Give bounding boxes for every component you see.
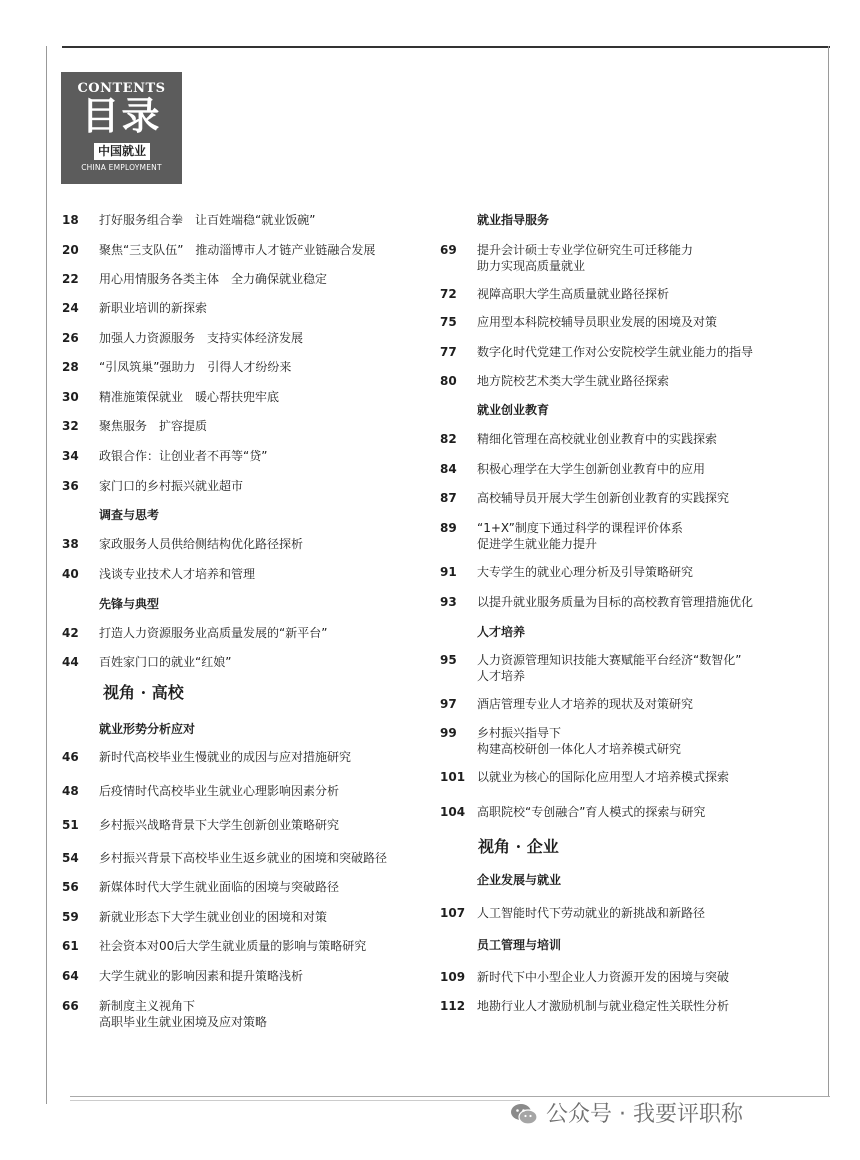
page-number: 61	[62, 939, 79, 953]
logo-badge: 中国就业	[94, 143, 150, 160]
entry-title: “1+X”制度下通过科学的课程评价体系	[477, 521, 683, 535]
page-number: 44	[62, 655, 79, 669]
bottom-rule-secondary	[70, 1100, 520, 1101]
page-number: 107	[440, 906, 466, 920]
page-number: 24	[62, 301, 79, 315]
subsection-heading: 先锋与典型	[99, 597, 160, 611]
page-number: 38	[62, 537, 79, 551]
entry-title: 浅谈专业技术人才培养和管理	[99, 567, 256, 581]
page-number: 28	[62, 360, 79, 374]
subsection-heading: 人才培养	[477, 625, 526, 639]
page-number: 109	[440, 970, 466, 984]
entry-title: 地勘行业人才激励机制与就业稳定性关联性分析	[477, 999, 730, 1013]
entry-title: 以就业为核心的国际化应用型人才培养模式探索	[477, 770, 730, 784]
subsection-heading: 就业创业教育	[477, 403, 550, 417]
page-number: 48	[62, 784, 79, 798]
page-number: 97	[440, 697, 457, 711]
right-rule	[828, 46, 829, 1096]
contents-logo	[61, 72, 182, 184]
page-number: 93	[440, 595, 457, 609]
page-number: 46	[62, 750, 79, 764]
entry-title: 聚焦“三支队伍” 推动淄博市人才链产业链融合发展	[99, 243, 376, 257]
entry-title: 加强人力资源服务 支持实体经济发展	[99, 331, 304, 345]
page-number: 89	[440, 521, 457, 535]
subsection-heading: 员工管理与培训	[477, 938, 562, 952]
entry-title: 新时代下中小型企业人力资源开发的困境与突破	[477, 970, 730, 984]
entry-title-line2: 高职毕业生就业困境及应对策略	[99, 1015, 268, 1029]
section-title: 视角 · 高校	[103, 683, 184, 702]
logo-subtitle: CHINA EMPLOYMENT	[81, 163, 162, 172]
entry-title: “引凤筑巢”强助力 引得人才纷纷来	[99, 360, 292, 374]
entry-title: 人工智能时代下劳动就业的新挑战和新路径	[477, 906, 706, 920]
entry-title: 打造人力资源服务业高质量发展的“新平台”	[99, 626, 328, 640]
page-number: 84	[440, 462, 457, 476]
left-rule	[46, 46, 47, 1104]
entry-title: 视障高职大学生高质量就业路径探析	[477, 287, 670, 301]
entry-title: 以提升就业服务质量为目标的高校教育管理措施优化	[477, 595, 754, 609]
page-number: 54	[62, 851, 79, 865]
page-number: 42	[62, 626, 79, 640]
entry-title-line2: 促进学生就业能力提升	[477, 537, 598, 551]
entry-title: 打好服务组合拳 让百姓端稳“就业饭碗”	[99, 213, 316, 227]
entry-title: 酒店管理专业人才培养的现状及对策研究	[477, 697, 694, 711]
entry-title: 百姓家门口的就业“红娘”	[99, 655, 232, 669]
top-rule	[62, 46, 830, 48]
entry-title: 乡村振兴背景下高校毕业生返乡就业的困境和突破路径	[99, 851, 388, 865]
page-number: 26	[62, 331, 79, 345]
entry-title-line2: 构建高校研创一体化人才培养模式研究	[477, 742, 682, 756]
entry-title: 新制度主义视角下	[99, 999, 196, 1013]
wechat-icon	[510, 1102, 538, 1126]
logo-title: 目录	[81, 94, 162, 138]
page-number: 112	[440, 999, 466, 1013]
logo-contents-text: CONTENTS	[77, 81, 166, 96]
page-number: 82	[440, 432, 457, 446]
entry-title: 积极心理学在大学生创新创业教育中的应用	[477, 462, 706, 476]
entry-title: 高校辅导员开展大学生创新创业教育的实践探究	[477, 491, 730, 505]
page-number: 75	[440, 315, 457, 329]
page-number: 69	[440, 243, 457, 257]
page-number: 104	[440, 805, 466, 819]
subsection-heading: 就业形势分析应对	[99, 722, 196, 736]
entry-title: 后疫情时代高校毕业生就业心理影响因素分析	[99, 784, 340, 798]
watermark-text: 公众号 · 我要评职称	[546, 1102, 743, 1127]
entry-title: 大专学生的就业心理分析及引导策略研究	[477, 565, 694, 579]
page-number: 99	[440, 726, 457, 740]
page-number: 59	[62, 910, 79, 924]
entry-title-line2: 助力实现高质量就业	[477, 259, 586, 273]
page-number: 51	[62, 818, 79, 832]
entry-title: 新职业培训的新探索	[99, 301, 208, 315]
entry-title: 社会资本对00后大学生就业质量的影响与策略研究	[99, 939, 367, 953]
entry-title: 聚焦服务 扩容提质	[99, 419, 208, 433]
page-number: 87	[440, 491, 457, 505]
page-number: 77	[440, 345, 457, 359]
entry-title: 大学生就业的影响因素和提升策略浅析	[99, 969, 304, 983]
entry-title: 人力资源管理知识技能大赛赋能平台经济“数智化”	[477, 653, 742, 667]
page-number: 34	[62, 449, 79, 463]
entry-title: 新媒体时代大学生就业面临的困境与突破路径	[99, 880, 340, 894]
page-number: 18	[62, 213, 79, 227]
entry-title: 家政服务人员供给侧结构优化路径探析	[99, 537, 304, 551]
subsection-heading: 调查与思考	[99, 508, 160, 522]
entry-title: 应用型本科院校辅导员职业发展的困境及对策	[477, 315, 718, 329]
bottom-rule	[70, 1096, 830, 1097]
entry-title: 乡村振兴指导下	[477, 726, 562, 740]
entry-title: 用心用情服务各类主体 全力确保就业稳定	[99, 272, 328, 286]
page-number: 95	[440, 653, 457, 667]
entry-title: 提升会计硕士专业学位研究生可迁移能力	[477, 243, 694, 257]
page-number: 56	[62, 880, 79, 894]
page-number: 64	[62, 969, 79, 983]
entry-title: 政银合作：让创业者不再等“贷”	[99, 449, 268, 463]
page-number: 80	[440, 374, 457, 388]
entry-title: 高职院校“专创融合”育人模式的探索与研究	[477, 805, 706, 819]
page-number: 40	[62, 567, 79, 581]
page-number: 20	[62, 243, 79, 257]
section-title: 视角 · 企业	[478, 837, 559, 856]
subsection-heading: 企业发展与就业	[477, 873, 562, 887]
page-number: 101	[440, 770, 466, 784]
entry-title: 新时代高校毕业生慢就业的成因与应对措施研究	[99, 750, 352, 764]
page-number: 66	[62, 999, 79, 1013]
page-number: 72	[440, 287, 457, 301]
entry-title: 新就业形态下大学生就业创业的困境和对策	[99, 910, 328, 924]
entry-title: 乡村振兴战略背景下大学生创新创业策略研究	[99, 818, 340, 832]
page-number: 22	[62, 272, 79, 286]
entry-title: 地方院校艺术类大学生就业路径探索	[477, 374, 670, 388]
page-number: 32	[62, 419, 79, 433]
entry-title-line2: 人才培养	[477, 669, 526, 683]
page-number: 36	[62, 479, 79, 493]
entry-title: 数字化时代党建工作对公安院校学生就业能力的指导	[477, 345, 754, 359]
page-number: 91	[440, 565, 457, 579]
entry-title: 精准施策保就业 暖心帮扶兜牢底	[99, 390, 280, 404]
entry-title: 家门口的乡村振兴就业超市	[99, 479, 244, 493]
subsection-heading: 就业指导服务	[477, 213, 550, 227]
entry-title: 精细化管理在高校就业创业教育中的实践探索	[477, 432, 718, 446]
page-number: 30	[62, 390, 79, 404]
